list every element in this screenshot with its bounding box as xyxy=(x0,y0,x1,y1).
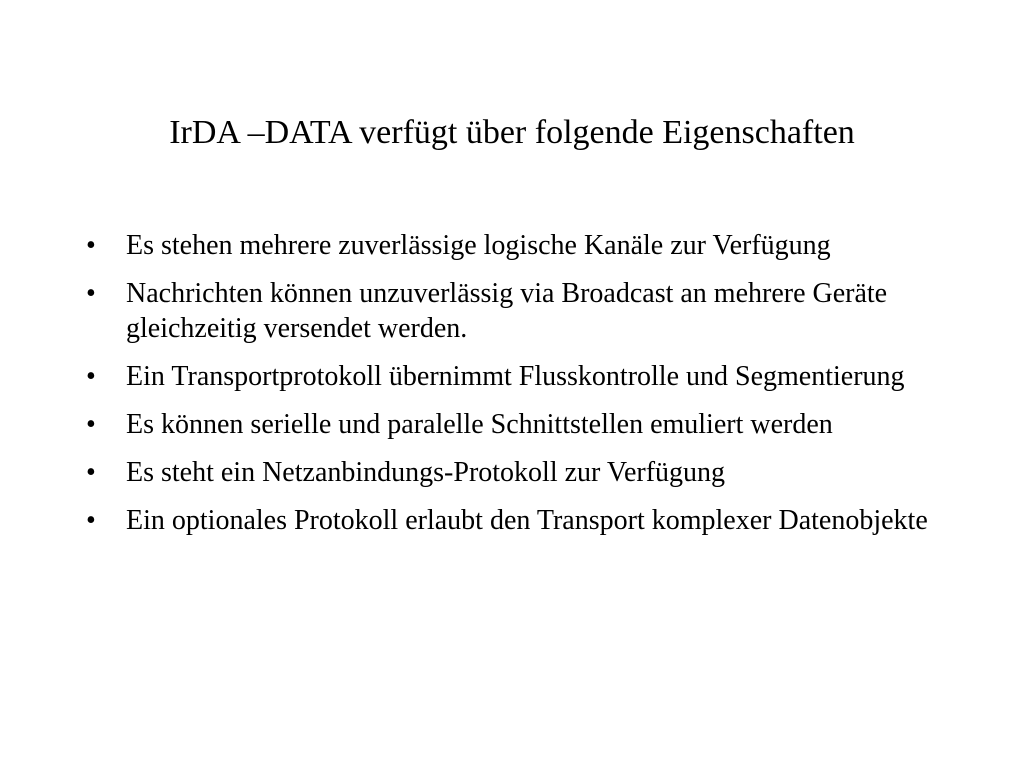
bullet-item xyxy=(86,455,936,490)
bullet-item xyxy=(86,228,936,263)
bullet-text: Es können serielle und paralelle Schnittstellen emuliert werden xyxy=(126,409,833,440)
bullet-text: Nachrichten können unzuverlässig via Broadcast an mehrere Geräte gleichzeitig versendet werden. xyxy=(126,278,888,344)
bullet-item xyxy=(86,359,936,394)
bullet-icon: • xyxy=(86,361,96,392)
bullet-icon: • xyxy=(86,505,96,536)
slide-title: IrDA –DATA verfügt über folgende Eigenschaften xyxy=(169,114,855,151)
bullet-icon: • xyxy=(86,457,96,488)
bullet-list xyxy=(86,228,936,551)
bullet-text: Ein Transportprotokoll übernimmt Flusskontrolle und Segmentierung xyxy=(126,361,905,392)
bullet-text: Es steht ein Netzanbindungs-Protokoll zur Verfügung xyxy=(126,457,726,488)
bullet-icon: • xyxy=(86,230,96,261)
bullet-icon: • xyxy=(86,278,96,309)
bullet-text: Es stehen mehrere zuverlässige logische Kanäle zur Verfügung xyxy=(126,230,831,261)
bullet-item xyxy=(86,503,936,538)
bullet-text: Ein optionales Protokoll erlaubt den Transport komplexer Datenobjekte xyxy=(126,505,928,536)
bullet-item xyxy=(86,407,936,442)
bullet-item xyxy=(86,276,936,346)
bullet-icon: • xyxy=(86,409,96,440)
